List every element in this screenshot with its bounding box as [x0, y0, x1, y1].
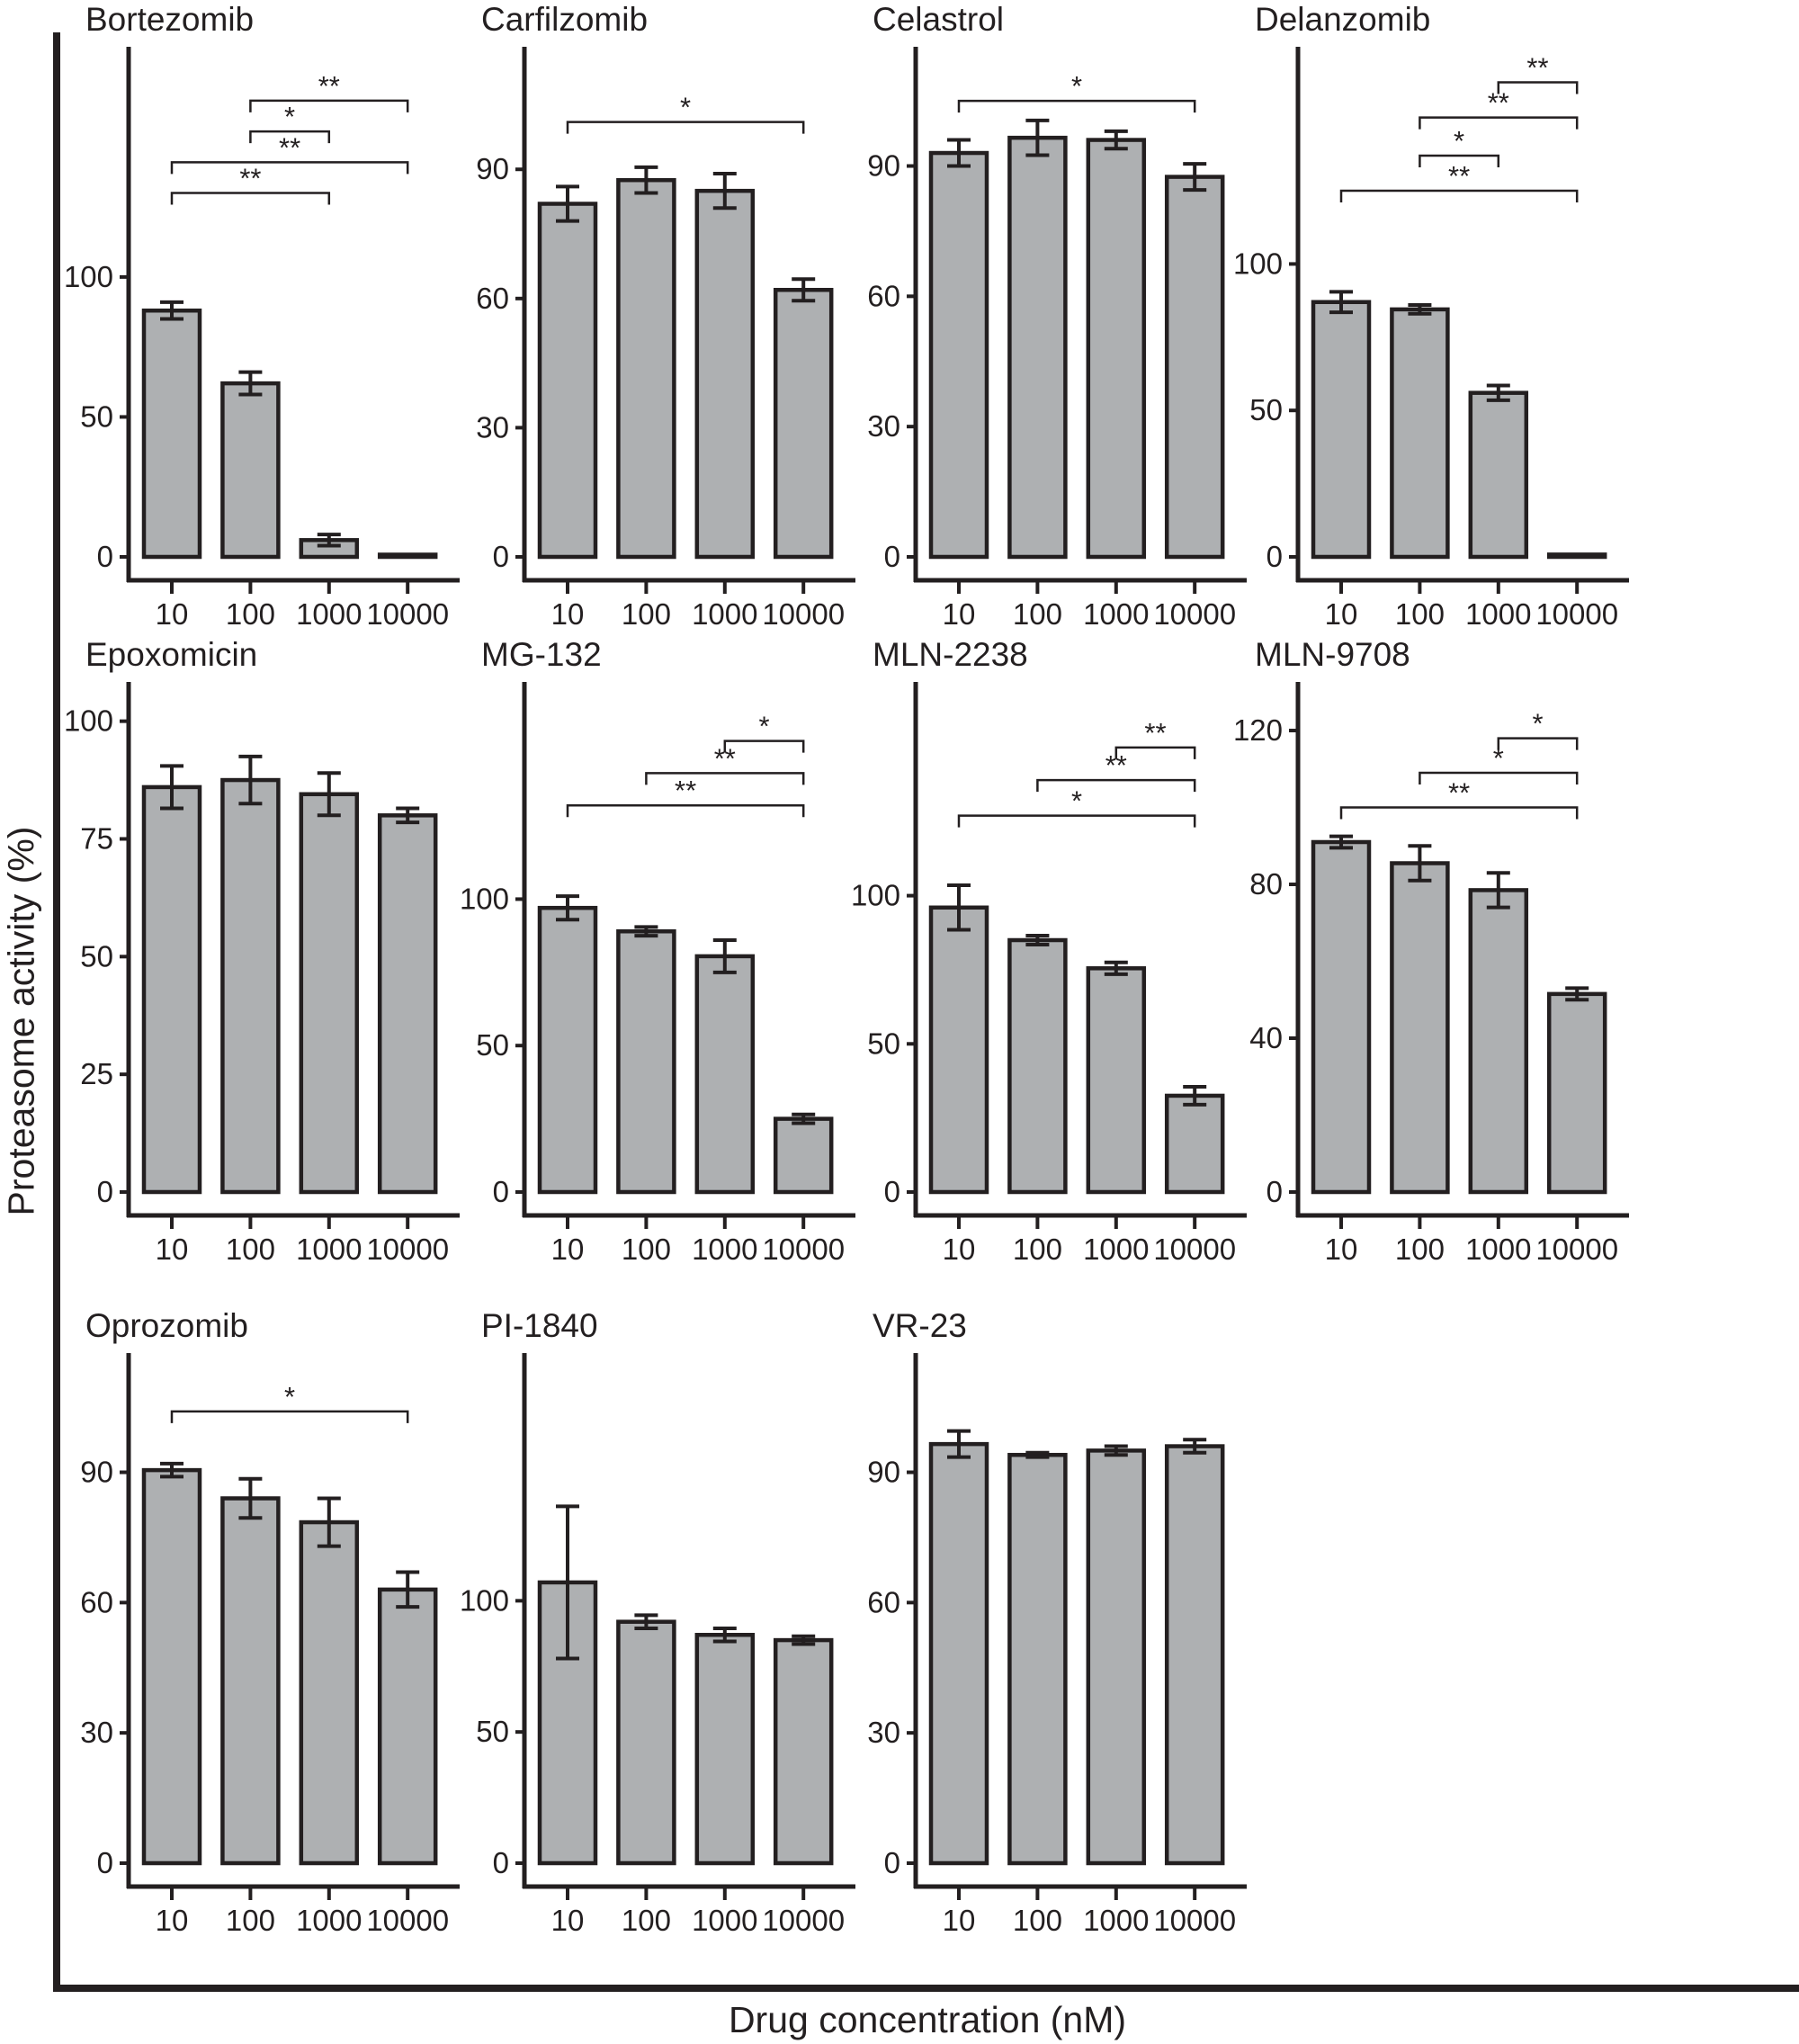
y-tick-label: 0: [492, 540, 509, 573]
panel-chart: [838, 40, 1252, 638]
x-tick-label: 10000: [1153, 1904, 1237, 1937]
panel-title: Bortezomib: [85, 1, 255, 38]
significance-bracket: [1499, 739, 1577, 750]
bar: [1009, 1455, 1065, 1863]
x-tick-label: 10: [1324, 1233, 1358, 1266]
significance-label: *: [284, 101, 296, 133]
y-tick-label: 50: [476, 1028, 509, 1062]
panel-Bortezomib: [51, 0, 465, 638]
bar: [1549, 554, 1605, 557]
significance-label: **: [1105, 749, 1127, 782]
x-tick-label: 1000: [1465, 597, 1532, 631]
y-tick-label: 30: [867, 409, 900, 444]
y-tick-label: 90: [867, 148, 900, 183]
bar: [1088, 140, 1144, 557]
y-tick-label: 0: [883, 1175, 900, 1208]
bar: [144, 1470, 200, 1863]
bar: [380, 555, 435, 557]
x-tick-label: 1000: [296, 1904, 362, 1937]
x-tick-label: 100: [621, 1233, 671, 1266]
x-tick-label: 100: [1012, 1904, 1062, 1937]
x-tick-label: 100: [621, 597, 671, 631]
bar: [1167, 1096, 1222, 1192]
x-tick-label: 100: [225, 1904, 275, 1937]
significance-label: **: [318, 69, 340, 102]
y-tick-label: 90: [476, 152, 509, 186]
panel-MLN-9708: [1221, 635, 1634, 1273]
panel-chart: [838, 1346, 1252, 1944]
bar: [618, 180, 674, 557]
panel-title: MG-132: [481, 636, 602, 673]
bar: [144, 310, 200, 557]
bar: [775, 1640, 831, 1863]
y-tick-label: 0: [96, 540, 113, 573]
significance-label: *: [680, 91, 692, 123]
y-axis-label: Proteasome activity (%): [0, 826, 42, 1216]
x-tick-label: 10000: [762, 597, 846, 631]
bar: [697, 1635, 753, 1863]
x-tick-label: 1000: [1465, 1233, 1532, 1266]
x-tick-label: 10000: [366, 1904, 450, 1937]
y-tick-label: 60: [867, 1585, 900, 1619]
panel-chart: [51, 40, 465, 638]
bar: [697, 956, 753, 1192]
y-tick-label: 90: [867, 1455, 900, 1489]
bar: [1313, 302, 1369, 557]
panel-Celastrol: [838, 0, 1252, 638]
bar: [775, 290, 831, 557]
panel-title: Carfilzomib: [481, 1, 649, 38]
panel-Oprozomib: [51, 1306, 465, 1944]
panel-chart: [838, 675, 1252, 1273]
bar: [1088, 1450, 1144, 1863]
x-tick-label: 10: [550, 1904, 585, 1937]
y-tick-label: 100: [459, 1583, 509, 1618]
x-tick-label: 10: [1324, 597, 1358, 631]
panel-title: PI-1840: [481, 1307, 598, 1344]
significance-bracket: [1037, 780, 1195, 792]
x-tick-label: 10000: [366, 1233, 450, 1266]
significance-label: *: [1071, 70, 1083, 103]
y-tick-label: 40: [1249, 1021, 1283, 1055]
significance-label: **: [1487, 86, 1509, 119]
y-tick-label: 50: [1249, 393, 1283, 427]
significance-bracket: [172, 193, 329, 205]
significance-bracket: [1499, 83, 1577, 94]
significance-bracket: [568, 805, 803, 817]
y-tick-label: 50: [476, 1715, 509, 1749]
bar: [931, 908, 987, 1192]
y-tick-label: 0: [883, 540, 900, 573]
y-tick-label: 60: [476, 281, 509, 315]
x-tick-label: 10: [550, 597, 585, 631]
significance-label: **: [675, 775, 697, 807]
x-tick-label: 10000: [762, 1904, 846, 1937]
panel-MLN-2238: [838, 635, 1252, 1273]
figure-bottom-axis-spine: [53, 1985, 1799, 1992]
y-tick-label: 75: [80, 821, 113, 856]
bar: [1313, 842, 1369, 1192]
bar: [1549, 994, 1605, 1192]
significance-bracket: [172, 162, 407, 174]
significance-bracket: [1341, 808, 1577, 820]
y-tick-label: 100: [459, 882, 509, 916]
bar: [540, 908, 595, 1192]
significance-label: *: [1071, 784, 1083, 817]
significance-bracket: [1116, 748, 1195, 759]
significance-label: *: [1492, 742, 1504, 775]
bar: [618, 931, 674, 1192]
bar: [1392, 864, 1447, 1192]
bar: [380, 815, 435, 1192]
x-tick-label: 10: [155, 1904, 189, 1937]
y-tick-label: 100: [850, 878, 900, 912]
x-tick-label: 100: [1012, 597, 1062, 631]
significance-label: *: [1532, 707, 1544, 740]
significance-label: *: [758, 710, 770, 742]
y-tick-label: 50: [80, 939, 113, 973]
panel-Carfilzomib: [447, 0, 861, 638]
bar: [1167, 177, 1222, 557]
panel-PI-1840: [447, 1306, 861, 1944]
y-tick-label: 30: [476, 410, 509, 444]
x-tick-label: 10000: [1153, 1233, 1237, 1266]
y-tick-label: 50: [80, 399, 113, 434]
y-tick-label: 0: [1266, 1175, 1283, 1208]
significance-bracket: [1341, 191, 1577, 202]
y-tick-label: 60: [867, 279, 900, 313]
significance-bracket: [959, 816, 1195, 828]
x-tick-label: 10: [155, 597, 189, 631]
y-tick-label: 90: [80, 1455, 113, 1489]
panel-Epoxomicin: [51, 635, 465, 1273]
y-tick-label: 0: [96, 1846, 113, 1879]
significance-bracket: [568, 122, 803, 134]
bar: [301, 1522, 357, 1863]
x-tick-label: 10000: [762, 1233, 846, 1266]
significance-bracket: [646, 773, 803, 784]
x-tick-label: 100: [225, 597, 275, 631]
bar: [1167, 1447, 1222, 1863]
x-tick-label: 10000: [1535, 1233, 1619, 1266]
x-tick-label: 1000: [692, 597, 758, 631]
bar: [931, 153, 987, 557]
x-axis-label: Drug concentration (nM): [728, 1999, 1127, 2040]
significance-label: **: [1448, 776, 1471, 809]
panel-title: Celastrol: [873, 1, 1004, 38]
x-tick-label: 1000: [692, 1233, 758, 1266]
bar: [931, 1444, 987, 1863]
bar: [1009, 940, 1065, 1192]
significance-label: **: [713, 742, 736, 775]
panel-MG-132: [447, 635, 861, 1273]
significance-bracket: [1419, 118, 1577, 130]
bar: [144, 787, 200, 1192]
panel-chart: [51, 1346, 465, 1944]
x-tick-label: 10: [155, 1233, 189, 1266]
x-tick-label: 10: [942, 1233, 976, 1266]
bar: [1009, 138, 1065, 557]
bar: [1392, 309, 1447, 557]
bar: [775, 1119, 831, 1192]
significance-label: **: [1144, 716, 1167, 749]
panel-chart: [447, 40, 861, 638]
x-tick-label: 1000: [296, 597, 362, 631]
x-tick-label: 10: [942, 597, 976, 631]
y-tick-label: 100: [63, 259, 113, 293]
panel-title: VR-23: [873, 1307, 967, 1344]
panel-VR-23: [838, 1306, 1252, 1944]
x-tick-label: 1000: [692, 1904, 758, 1937]
x-tick-label: 10000: [1153, 597, 1237, 631]
y-tick-label: 30: [80, 1716, 113, 1750]
y-tick-label: 0: [1266, 540, 1283, 573]
significance-bracket: [959, 101, 1195, 112]
panel-Delanzomib: [1221, 0, 1634, 638]
panel-chart: [1221, 675, 1634, 1273]
y-tick-label: 60: [80, 1585, 113, 1619]
bar: [222, 1498, 278, 1863]
bar: [380, 1590, 435, 1863]
significance-label: **: [239, 162, 262, 194]
panel-title: MLN-2238: [873, 636, 1028, 673]
panel-chart: [447, 675, 861, 1273]
x-tick-label: 1000: [1083, 1904, 1150, 1937]
x-tick-label: 100: [621, 1904, 671, 1937]
significance-label: **: [1448, 160, 1471, 193]
x-tick-label: 1000: [1083, 597, 1150, 631]
y-tick-label: 80: [1249, 867, 1283, 901]
bar: [540, 204, 595, 557]
y-tick-label: 120: [1232, 713, 1283, 748]
x-tick-label: 10: [550, 1233, 585, 1266]
x-tick-label: 10000: [366, 597, 450, 631]
x-tick-label: 10000: [1535, 597, 1619, 631]
significance-label: *: [284, 1380, 296, 1412]
y-tick-label: 30: [867, 1716, 900, 1750]
bar: [222, 780, 278, 1192]
y-tick-label: 100: [1232, 247, 1283, 281]
panel-chart: [51, 675, 465, 1273]
y-tick-label: 100: [63, 704, 113, 738]
significance-label: **: [279, 131, 301, 164]
significance-label: **: [1526, 51, 1549, 84]
x-tick-label: 1000: [296, 1233, 362, 1266]
y-tick-label: 0: [492, 1846, 509, 1879]
bar: [697, 191, 753, 557]
panel-title: Delanzomib: [1255, 1, 1431, 38]
panel-chart: [1221, 40, 1634, 638]
panel-chart: [447, 1346, 861, 1944]
x-tick-label: 10: [942, 1904, 976, 1937]
panel-title: MLN-9708: [1255, 636, 1410, 673]
y-tick-label: 25: [80, 1057, 113, 1091]
bar: [1471, 393, 1526, 557]
bar: [222, 383, 278, 557]
x-tick-label: 100: [1394, 1233, 1445, 1266]
significance-bracket: [1419, 773, 1577, 784]
x-tick-label: 1000: [1083, 1233, 1150, 1266]
y-tick-label: 50: [867, 1026, 900, 1061]
panel-title: Epoxomicin: [85, 636, 258, 673]
bar: [1088, 968, 1144, 1192]
x-tick-label: 100: [1012, 1233, 1062, 1266]
significance-bracket: [250, 101, 407, 112]
significance-label: *: [1454, 124, 1465, 157]
y-tick-label: 0: [883, 1846, 900, 1879]
significance-bracket: [172, 1412, 407, 1423]
bar: [618, 1622, 674, 1863]
bar: [1471, 890, 1526, 1192]
significance-bracket: [725, 741, 803, 753]
panel-title: Oprozomib: [85, 1307, 248, 1344]
x-tick-label: 100: [225, 1233, 275, 1266]
bar: [301, 794, 357, 1192]
y-tick-label: 0: [492, 1175, 509, 1208]
y-tick-label: 0: [96, 1175, 113, 1208]
x-tick-label: 100: [1394, 597, 1445, 631]
